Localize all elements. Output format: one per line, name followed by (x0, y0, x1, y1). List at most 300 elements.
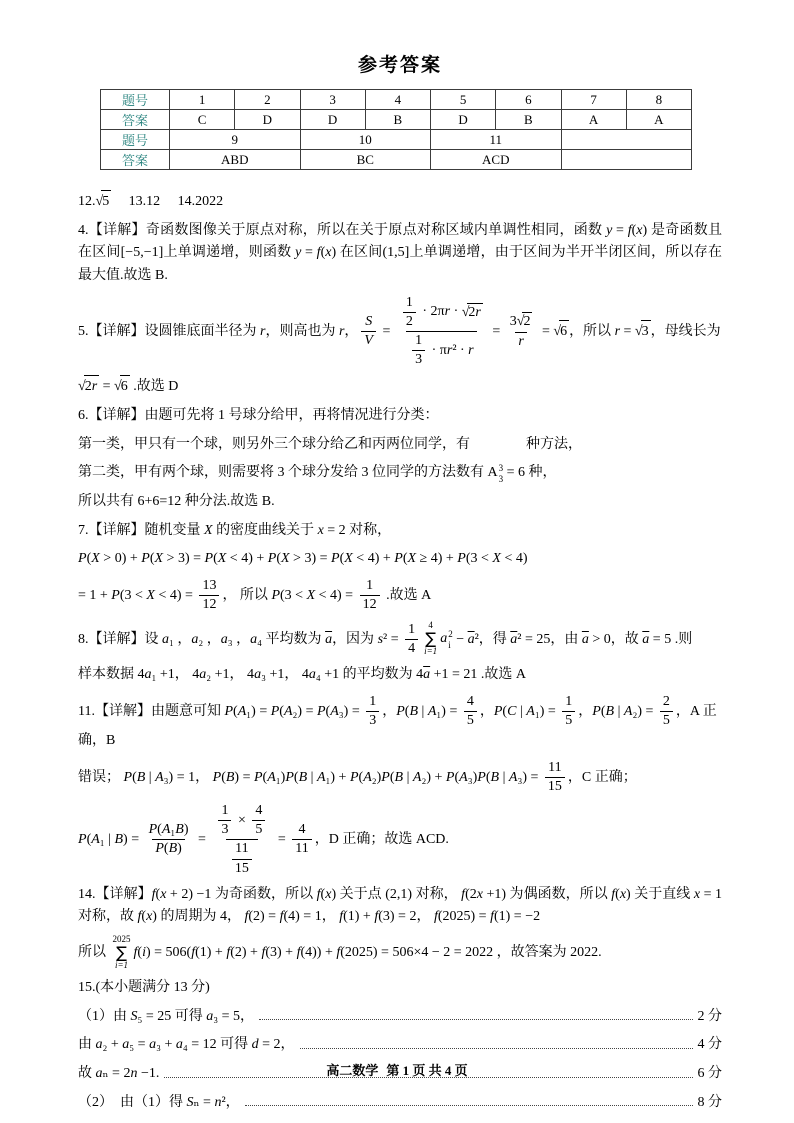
text: (3 < (280, 588, 307, 604)
math-var: f (137, 909, 142, 925)
text: > 0，故 (588, 631, 643, 647)
text: 8 分 (697, 1094, 722, 1110)
text: 2 (84, 379, 92, 395)
math-var: y (295, 245, 302, 261)
math-var: P (212, 769, 222, 785)
radical-sign: √ (95, 194, 104, 209)
text: ( (631, 222, 637, 238)
text: ( (293, 769, 299, 785)
math-var: r (468, 342, 474, 358)
text: +1 = 21 .故选 A (430, 666, 527, 682)
radical-sign: √ (78, 379, 86, 395)
fraction (403, 294, 416, 331)
text: 错误； (78, 769, 124, 785)
text: ( (502, 703, 508, 719)
math-var: f (433, 909, 438, 925)
text: < 4) + (352, 551, 395, 567)
fraction (218, 802, 231, 839)
math-var: s (377, 631, 384, 647)
text: 4 (298, 822, 306, 838)
math-var: x (317, 522, 324, 538)
text: 4 (408, 640, 416, 656)
text: (1) + (343, 909, 375, 925)
answer-cell: D (300, 110, 365, 130)
math-var: r (260, 323, 266, 339)
text: = (274, 832, 290, 848)
text: ₁ | (99, 832, 115, 848)
text: 8.【详解】设 (78, 631, 162, 647)
table-row (101, 130, 692, 150)
math-var: A (363, 769, 372, 785)
text: ( (86, 832, 92, 848)
text: ²， (221, 1094, 240, 1110)
text: ，因为 (332, 631, 378, 647)
math-var: x (693, 886, 701, 902)
overline (582, 631, 589, 646)
fraction (507, 312, 536, 350)
math-var: P (445, 769, 455, 785)
math-var: $\overline{a}$ (642, 631, 650, 647)
text: ( (320, 886, 326, 902)
math-var: A (459, 769, 468, 785)
text: ( (262, 769, 268, 785)
solution-5 (78, 294, 722, 370)
text: ) (177, 841, 182, 857)
text: ( (233, 703, 238, 719)
text: = 2 对称， (323, 522, 392, 538)
math-var: f (374, 909, 379, 925)
radical (114, 375, 130, 399)
math-var: a (254, 666, 262, 682)
radical (78, 375, 99, 399)
math-var: A (427, 703, 437, 719)
text: 13.12 14.2022 (111, 194, 224, 209)
text: ( (163, 841, 169, 857)
text: (3 < (119, 588, 147, 604)
math-var: a (144, 666, 152, 682)
math-var: B (114, 832, 124, 848)
table-row (101, 150, 692, 170)
math-var: V (364, 333, 373, 349)
math-var: C (507, 703, 517, 719)
math-var: $\overline{a}$ (325, 631, 333, 647)
text: ² = 25，由 (517, 631, 582, 647)
math-var: $\overline{a}$ (581, 631, 589, 647)
text: ≥ 4) + (416, 551, 458, 567)
math-var: x (160, 886, 167, 902)
math-var: P (592, 703, 601, 719)
text: .故选 A (382, 588, 432, 604)
text: 4.【详解】奇函数图像关于原点对称，所以在关于原点对称区域内单调性相同，函数 (78, 222, 607, 238)
text: 15.(本小题满分 13 分) (78, 979, 210, 995)
text: (4) = 1， (283, 909, 340, 925)
text: ₃) = (338, 703, 364, 719)
text: = (612, 222, 628, 238)
text: ( (155, 886, 161, 902)
math-var: a (206, 1008, 214, 1024)
math-var: $\overline{a}$ (423, 666, 431, 682)
text: 第一类，甲只有一个球，则另外三个球分给乙和丙两位同学，有 种方法， (78, 436, 582, 452)
page-title: 参考答案 (357, 55, 442, 76)
math-var: f (226, 945, 231, 961)
text: < 4) + (226, 551, 268, 567)
text: · π (428, 342, 447, 358)
solution-5-cont (78, 375, 722, 399)
text: 12 (202, 597, 217, 613)
text: 3 (415, 352, 423, 368)
math-var: P (271, 588, 280, 604)
text: (3) = 2， (378, 909, 434, 925)
solution-11-line-3 (78, 802, 722, 878)
text: ₁) = (246, 703, 271, 719)
radical (96, 190, 112, 214)
math-var: f (133, 945, 138, 961)
text: ₂) + (421, 769, 446, 785)
text: ( (137, 945, 143, 961)
dot-leader (259, 1019, 692, 1020)
solution-15-step-1 (78, 1006, 722, 1029)
math-var: P (331, 551, 340, 567)
text: ₅ = 25 可得 (137, 1008, 207, 1024)
math-var: A (330, 703, 339, 719)
math-var: A (237, 703, 247, 719)
text: 2 (662, 693, 670, 709)
sigma-symbol: ∑ (116, 942, 127, 962)
text: = (378, 323, 394, 339)
math-var: a (175, 1037, 183, 1053)
row-label-cell: 题号 (101, 90, 170, 110)
math-var: f (279, 909, 284, 925)
math-var: r (444, 304, 451, 320)
sub-sup: a 2 i (440, 629, 453, 650)
math-var: P (78, 832, 87, 848)
text: （1）由 (78, 1008, 131, 1024)
answer-cell: 6 (496, 90, 561, 110)
text: 所以共有 6+6=12 种分法.故选 B. (78, 494, 275, 510)
math-var: n (130, 1065, 138, 1081)
text: 上单调递增，则函数 (163, 245, 296, 261)
math-var: f (261, 945, 266, 961)
text: ( (325, 703, 331, 719)
text: 的密度曲线关于 (212, 522, 318, 538)
text: 11 (548, 759, 562, 775)
text: 11 (235, 841, 249, 857)
footer-page-info: 第 1 页 共 4 页 (386, 1063, 468, 1078)
math-var: d (251, 1037, 259, 1053)
math-var: f (191, 945, 196, 961)
text: | (403, 769, 413, 785)
text: ) = (123, 832, 143, 848)
text: ，所以 (569, 323, 615, 339)
fraction (212, 802, 271, 878)
text: （2） 由（1）得 (78, 1094, 187, 1110)
text: = 5 .则 (649, 631, 693, 647)
text: | (307, 769, 317, 785)
text: ₁) = (436, 703, 461, 719)
solution-15-step-4 (78, 1092, 722, 1115)
text: ( (279, 703, 284, 719)
text: +1) 为偶函数，所以 (482, 886, 612, 902)
math-var: X (344, 551, 353, 567)
text: 3 (641, 323, 649, 339)
answer-cell: ACD (431, 150, 562, 170)
math-var: B (298, 769, 308, 785)
math-var: a (149, 1037, 157, 1053)
text: | (614, 703, 624, 719)
text: > 0) + (99, 551, 142, 567)
math-var: X (407, 551, 417, 567)
math-var: B (409, 703, 419, 719)
text: | (516, 703, 527, 719)
text: ) 的周期为 4， (152, 909, 245, 925)
math-var: P (155, 841, 164, 857)
math-var: P (270, 703, 280, 719)
table-row (101, 90, 692, 110)
math-var: a (122, 1037, 130, 1053)
text: ₃ + (156, 1037, 176, 1053)
math-var: P (141, 551, 150, 567)
text: = 2， (258, 1037, 295, 1053)
text: ( (389, 769, 395, 785)
text: 5 (466, 712, 474, 728)
text: ( (615, 886, 620, 902)
math-var: x (636, 222, 643, 238)
text: ) 关于点 (2,1) 对称， (331, 886, 462, 902)
text: × (234, 812, 250, 828)
text: ²，得 (474, 631, 511, 647)
text: (3) + (265, 945, 297, 961)
text: < 4) = (154, 588, 197, 604)
solution-7-line-1 (78, 520, 722, 543)
text: 2 (468, 304, 476, 320)
radical (635, 320, 651, 344)
solutions (78, 190, 726, 1114)
text: = 1 + (78, 588, 112, 604)
row-label-cell: 答案 (101, 110, 170, 130)
text: ₂ +1， 4 (206, 666, 255, 682)
fraction (366, 693, 379, 730)
text: ， (344, 323, 359, 339)
text: 1 (405, 294, 413, 310)
text: 所以 (78, 945, 110, 961)
math-var: A (91, 832, 100, 848)
text: 由 (78, 1037, 96, 1053)
text: ( (149, 551, 155, 567)
text: + 2) −1 为奇函数，所以 (166, 886, 317, 902)
text: ₙ = (193, 1094, 215, 1110)
text: ₂ + (102, 1037, 123, 1053)
answer-cell: B (365, 110, 430, 130)
math-var: P (78, 551, 87, 567)
radical-sign: √ (553, 323, 562, 339)
answer-cell: 4 (365, 90, 430, 110)
solution-14-part-1 (78, 884, 726, 929)
fraction (361, 313, 376, 350)
math-var: B (175, 822, 184, 838)
radical (553, 320, 569, 344)
math-var: i (142, 945, 146, 961)
text: | (418, 703, 428, 719)
text: 6 分 (697, 1065, 722, 1081)
text: · 2π (418, 304, 445, 320)
text: 3 (369, 712, 377, 728)
text: ( (213, 551, 218, 567)
sub-sup: A 3 3 (487, 463, 504, 484)
text: ， (479, 703, 494, 719)
math-var: X (91, 551, 100, 567)
text: = 6 种， (503, 465, 557, 481)
text: ₙ = 2 (102, 1065, 131, 1081)
text: ₃) = (517, 769, 542, 785)
math-var: P (493, 703, 503, 719)
text: (2) + (230, 945, 262, 961)
text: 4 分 (697, 1037, 722, 1053)
radical (462, 303, 483, 322)
math-var: a (220, 631, 228, 647)
text: (1) = −2 (493, 909, 541, 925)
text: ( (358, 769, 364, 785)
text: 2 分 (697, 1008, 722, 1024)
math-var: P (285, 769, 294, 785)
math-var: P (316, 703, 326, 719)
solution-11-line-1 (78, 693, 722, 753)
math-var: P (148, 822, 158, 838)
dot-leader (300, 1048, 693, 1049)
text: .故选 D (129, 379, 179, 395)
text: ₅ = (129, 1037, 150, 1053)
fraction (464, 693, 477, 730)
math-var: f (244, 909, 249, 925)
math-var: r (338, 323, 345, 339)
math-var: P (111, 588, 120, 604)
math-var: r (518, 333, 524, 349)
answer-cell: 8 (626, 90, 691, 110)
text: 12. (78, 194, 96, 209)
answer-table-body (101, 90, 692, 170)
answer-cell: 5 (431, 90, 496, 110)
row-label-cell: 题号 (101, 130, 170, 150)
math-var: A (267, 769, 276, 785)
text: ( (454, 769, 460, 785)
text: 5 (255, 822, 263, 838)
text: ) = (234, 769, 254, 785)
text: ， (578, 703, 593, 719)
math-var: S (186, 1094, 194, 1110)
text: < 4) = (315, 588, 357, 604)
solution-7-line-2 (78, 548, 722, 571)
text: ( (339, 551, 345, 567)
text: = (99, 379, 115, 395)
text: 3 (221, 822, 229, 838)
math-var: a (95, 1037, 103, 1053)
math-var: f (151, 886, 156, 902)
row-label-cell: 答案 (101, 150, 170, 170)
text: ₂ ， (198, 631, 221, 647)
text: ，D 正确；故选 ACD. (314, 832, 449, 848)
answer-cell (561, 130, 692, 150)
solution-6-line-1 (78, 405, 722, 428)
math-var: X (492, 551, 501, 567)
text: ( (276, 551, 281, 567)
text: ( (600, 703, 606, 719)
text: 5 (662, 712, 670, 728)
text: 11.【详解】由题意可知 (78, 703, 225, 719)
text: 第二类，甲有两个球，则需要将 3 个球分发给 3 位同学的方法数有 (78, 465, 488, 481)
text: 1 (369, 693, 377, 709)
dot-leader (245, 1105, 693, 1106)
math-var: X (280, 551, 290, 567)
text: ₂) = (632, 703, 657, 719)
text: (2 (465, 886, 477, 902)
answer-table (100, 89, 692, 170)
text: ₃) (467, 769, 478, 785)
text: ₁ (170, 822, 176, 838)
overline (468, 631, 475, 646)
math-var: P (253, 769, 263, 785)
math-var: a (199, 666, 207, 682)
answer-cell (561, 150, 692, 170)
math-var: X (306, 588, 316, 604)
answer-cell: A (561, 110, 626, 130)
footer-course: 高二数学 (326, 1063, 379, 1078)
math-var: P (394, 551, 403, 567)
solution-15-step-2 (78, 1034, 722, 1057)
text: ₃ = 5， (213, 1008, 255, 1024)
answer-cell: 3 (300, 90, 365, 110)
fraction (660, 693, 673, 730)
text: ( (157, 822, 162, 838)
text: ，母线长为 (650, 323, 721, 339)
text: = (301, 245, 317, 261)
answer-cell: 2 (235, 90, 300, 110)
summation: 2025 ∑ i=1 (112, 934, 131, 970)
answer-cell: 7 (561, 90, 626, 110)
math-var: f (490, 909, 494, 925)
text: 13 (202, 578, 217, 594)
text: ( (320, 245, 326, 261)
math-var: r (446, 342, 453, 358)
math-var: y (606, 222, 613, 238)
math-var: n (214, 1094, 222, 1110)
text: ₄ = 12 可得 (182, 1037, 252, 1053)
text: (3 < (465, 551, 493, 567)
text: (4)) + (300, 945, 337, 961)
math-var: X (204, 522, 213, 538)
math-var: f (296, 945, 301, 961)
math-var: B (136, 769, 146, 785)
solution-8-line-1 (78, 621, 722, 658)
text: 7.【详解】随机变量 (78, 522, 204, 538)
math-var: P (123, 769, 133, 785)
text: ₃ +1， 4 (261, 666, 309, 682)
math-var: P (381, 769, 390, 785)
text: 1 (415, 333, 423, 349)
answers-12-14 (78, 190, 722, 214)
text: ² = (383, 631, 403, 647)
answer-cell: 10 (300, 130, 431, 150)
text: < 4) (500, 551, 528, 567)
math-var: r (614, 323, 621, 339)
answer-cell: B (496, 110, 561, 130)
sigma-symbol: ∑ (425, 629, 437, 649)
fraction (199, 577, 219, 614)
radical-sign: √ (114, 379, 122, 395)
text: ₁ +1， 4 (151, 666, 200, 682)
text: 样本数据 4 (78, 666, 145, 682)
text: ( (221, 769, 226, 785)
text: 5.【详解】设圆锥底面半径为 (78, 323, 260, 339)
summation: 4 ∑ i=1 (424, 620, 438, 657)
